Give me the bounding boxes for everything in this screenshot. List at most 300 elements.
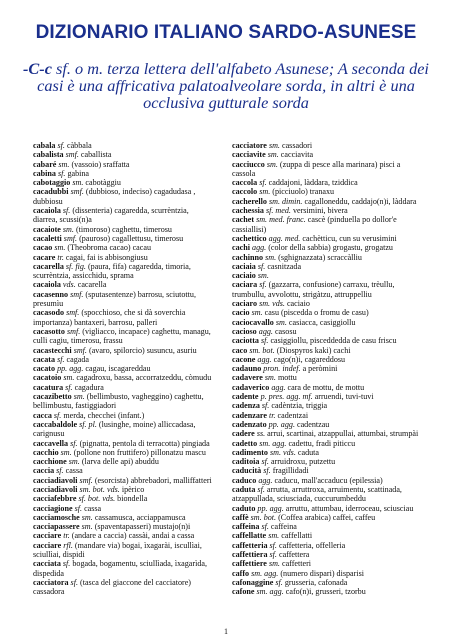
entry-translation: bogada, bogamentu, sciullìada, ìxagarìda, dispedida (33, 559, 208, 578)
entry-grammar: sf. (261, 336, 269, 346)
entry-grammar: sf. (257, 261, 266, 271)
entry-translation: arrui, scartinai, atzappullai, attumbai, strumpài (267, 429, 419, 439)
entry-headword: cacaiote (33, 224, 61, 234)
dictionary-entry (232, 541, 422, 550)
entry-headword: caccabaldole (33, 419, 78, 429)
entry-headword: cachet (232, 215, 255, 225)
entry-translation: (lusinghe, moine) alliccadasa, carignusu (33, 419, 196, 439)
entry-headword: cacciamosche (33, 512, 80, 522)
entry-headword: cabina (33, 168, 56, 178)
dictionary-entry (33, 290, 215, 309)
dictionary-entry (33, 346, 215, 355)
entry-translation: (sputasentenze) barrosu, sciutottu, presumìu (33, 289, 197, 309)
entry-grammar: sm. (81, 512, 93, 522)
dictionary-entry (33, 494, 215, 503)
entry-headword: cacare (33, 252, 56, 262)
entry-grammar: sm. (72, 178, 84, 188)
entry-translation: casiacca, casiggiollu (288, 317, 356, 327)
entry-grammar: sf. (269, 550, 277, 560)
dictionary-entry (232, 327, 422, 336)
entry-headword: cacciagione (33, 503, 73, 513)
dictionary-entry (33, 160, 215, 169)
entry-headword: cadenza (232, 401, 260, 411)
entry-headword: cacciatora (33, 577, 69, 587)
entry-grammar: agg. med. (268, 233, 301, 243)
entry-headword: caffettiera (232, 550, 268, 560)
entry-grammar: agg. (258, 326, 273, 336)
entry-grammar: sm. (267, 150, 279, 160)
entry-headword: cacca (33, 410, 52, 420)
dictionary-entry (232, 271, 422, 280)
dictionary-entry (33, 466, 215, 475)
dictionary-entry (33, 485, 215, 494)
entry-translation: caffeina (270, 522, 297, 532)
entry-headword: caciaio (232, 271, 256, 281)
dictionary-entry (33, 234, 215, 243)
dictionary-entry (33, 420, 215, 439)
entry-translation: (zuppa di pesce alla marinara) pisci a cassola (232, 159, 401, 178)
entry-grammar: sf. (57, 168, 66, 178)
dictionary-entry (33, 150, 215, 159)
dictionary-entry (232, 401, 422, 410)
left-column (33, 141, 215, 597)
entry-grammar: sm. vds. (270, 447, 296, 457)
entry-headword: cacciapassere (33, 522, 80, 532)
entry-translation: cassa (84, 503, 102, 513)
entry-headword: cacadubbi (33, 187, 69, 197)
dictionary-entry (33, 383, 215, 392)
dictionary-entry (33, 513, 215, 522)
entry-headword: cadenzare (232, 410, 267, 420)
entry-translation: ipèrico (121, 484, 145, 494)
entry-grammar: tr. (57, 252, 64, 262)
entry-translation: cadettu, fradi piticcu (288, 438, 356, 448)
entry-grammar: tr. (63, 531, 70, 541)
entry-grammar: sm. (251, 308, 263, 318)
dictionary-entry (232, 318, 422, 327)
entry-translation: (Theobroma cacao) cacau (67, 243, 151, 253)
letter-heading (14, 60, 438, 111)
dictionary-entry (232, 280, 422, 299)
entry-translation: arruttu, attumbau, iderroceau, sciusciau (285, 503, 414, 513)
entry-grammar: pp. agg. (268, 419, 295, 429)
dictionary-entry (33, 169, 215, 178)
entry-translation: caddajoni, làddara, tziddica (268, 178, 358, 188)
entry-grammar: sm. dimin. (268, 196, 303, 206)
entry-grammar: sm. (265, 252, 277, 262)
entry-headword: cachi (232, 243, 250, 253)
entry-headword: caffeina (232, 522, 260, 532)
entry-grammar: sf. (65, 382, 73, 392)
entry-grammar: tr. (268, 410, 276, 420)
entry-translation: cafo(n)i, grusseri, tzorbu (285, 587, 366, 597)
entry-grammar: sf. (261, 457, 269, 467)
entry-headword: cachinno (232, 252, 264, 262)
entry-grammar: smf. (65, 150, 79, 160)
dictionary-entry (33, 541, 215, 560)
entry-headword: caffè (232, 512, 249, 522)
entry-grammar: pp. agg. (57, 364, 84, 374)
dictionary-entry (33, 578, 215, 597)
letter-heading-text: sf. o m. terza lettera dell'alfabeto Asunese; A seconda dei casi è una affricativa palatoalveolare sorda, in altri è una occlusiva gutturale sorda (37, 59, 429, 112)
entry-headword: caffettiere (232, 559, 267, 569)
entry-grammar: sf. (57, 354, 65, 364)
dictionary-entry (33, 364, 215, 373)
entry-translation: (spocchioso, che si dà soverchia importanza) bantaxeri, barrosu, palleri (33, 308, 186, 327)
entry-headword: cabalista (33, 150, 64, 160)
entry-translation: (pollone non fruttifero) pillonatzu mascu (73, 447, 206, 457)
entry-translation: (pauroso) cagallettusu, timerosu (79, 233, 184, 243)
dictionary-entry (33, 253, 215, 262)
entry-grammar: sm. (268, 141, 280, 150)
entry-translation: (spaventapasseri) mustajo(n)i (94, 522, 191, 532)
entry-translation: fragillidadi (272, 466, 309, 476)
entry-grammar: vds. (62, 280, 76, 290)
page-number: 1 (224, 627, 228, 636)
entry-grammar: sm. (73, 392, 85, 402)
entry-grammar: sm. (60, 447, 72, 457)
entry-headword: cafonaggine (232, 577, 274, 587)
entry-translation: cacarella (77, 280, 107, 290)
entry-translation: cagadura (74, 382, 104, 392)
dictionary-entry (232, 355, 422, 364)
entry-translation: cacciavita (280, 150, 314, 160)
entry-translation: cadentzai (277, 410, 309, 420)
dictionary-entry (232, 262, 422, 271)
right-column (232, 141, 422, 597)
entry-translation: (Coffea arabica) caffei, caffeu (278, 512, 376, 522)
dictionary-entry (232, 187, 422, 196)
entry-headword: cacciatore (232, 141, 267, 150)
entry-headword: cacastecchi (33, 345, 72, 355)
entry-translation: caffettera (279, 550, 310, 560)
dictionary-entry (232, 253, 422, 262)
dictionary-entry (232, 141, 422, 150)
entry-translation: (Diospyros kaki) cachi (276, 345, 351, 355)
entry-grammar: agg. (252, 243, 267, 253)
entry-translation: mottu (277, 373, 297, 383)
entry-grammar: p. pres. agg. mf. (260, 392, 313, 402)
entry-grammar: smf. (79, 475, 93, 485)
entry-headword: cadavere (232, 373, 263, 383)
entry-grammar: sm. agg. (251, 568, 279, 578)
entry-translation: arrutta, arruttroxa, arruimentu, scattinada, atzappullada, sciusciada, cuccurumbeddu (232, 484, 402, 504)
entry-headword: cacchione (33, 457, 67, 467)
entry-translation: gabina (67, 168, 90, 178)
entry-translation: casnitzada (267, 261, 302, 271)
entry-translation: (picciuolo) tranaxu (272, 187, 335, 197)
entry-headword: cacciadiavoli (33, 475, 78, 485)
entry-translation: cagada (66, 354, 89, 364)
entry-translation: casiggiollu, pisceddedda de casu friscu (270, 336, 397, 346)
dictionary-entry (33, 327, 215, 346)
dictionary-entry (232, 531, 422, 540)
entry-grammar: sf. (62, 206, 71, 216)
entry-grammar: sf. fig. (65, 261, 86, 271)
entry-headword: cacciavite (232, 150, 266, 160)
entry-translation: cago(n)i, cagareddosu (273, 354, 346, 364)
entry-headword: cacatoio (33, 373, 62, 383)
dictionary-entry (232, 392, 422, 401)
entry-translation: cagalloneddu, caddajo(n)i, làddara (304, 196, 417, 206)
entry-headword: cadere (232, 429, 255, 439)
entry-grammar: smf. (70, 289, 84, 299)
entry-translation: caffetteri (282, 559, 312, 569)
entry-grammar: sf. (259, 178, 267, 188)
dictionary-entry (232, 346, 422, 355)
entry-headword: cacaiola (33, 206, 61, 216)
entry-headword: caco (232, 345, 248, 355)
dictionary-entry (232, 420, 422, 429)
entry-headword: caducità (232, 466, 262, 476)
entry-translation: (paura, fifa) cagaredda, timoria, scurrèntzia, assicchidu, sprama (33, 261, 191, 281)
entry-translation: casu (piscedda o fromu de casu) (264, 308, 369, 318)
entry-headword: caciaia (232, 261, 256, 271)
entry-grammar: agg. (258, 475, 273, 485)
entry-translation: caballista (80, 150, 112, 160)
entry-grammar: smf. (66, 326, 81, 336)
dictionary-entry (33, 141, 215, 150)
entry-grammar: agg. (257, 354, 272, 364)
entry-translation: cascè (pinduella po dollor'e cassiallisi) (232, 215, 397, 234)
entry-headword: cacasenno (33, 289, 69, 299)
entry-translation: (tasca del giaccone del cacciatore) cassadora (33, 577, 192, 597)
entry-grammar: sf. pl. (79, 419, 97, 429)
entry-headword: cacaletti (33, 233, 62, 243)
entry-translation: caduta (297, 447, 320, 457)
dictionary-entry (232, 150, 422, 159)
entry-headword: cabaré (33, 159, 57, 169)
dictionary-entry (232, 578, 422, 587)
entry-headword: cacciare (33, 540, 62, 550)
entry-grammar: sm. (62, 224, 74, 234)
dictionary-entry (33, 531, 215, 540)
dictionary-entry (232, 336, 422, 345)
entry-headword: cacherello (232, 196, 267, 206)
entry-grammar: sm. (259, 187, 271, 197)
entry-headword: caffo (232, 568, 250, 578)
entry-translation: (sghignazzata) scraccàlliu (278, 252, 362, 262)
entry-translation: cagai, fai is abbisongiusu (65, 252, 148, 262)
dictionary-entry (232, 206, 422, 215)
entry-grammar: ss. (256, 429, 266, 439)
dictionary-entry (33, 439, 215, 448)
entry-grammar: sf. (259, 280, 267, 290)
dictionary-entry (33, 280, 215, 289)
entry-headword: caccola (232, 178, 258, 188)
entry-headword: caduta (232, 484, 256, 494)
entry-grammar: agg. (271, 382, 286, 392)
entry-grammar: sm. agg. (259, 438, 287, 448)
dictionary-entry (232, 513, 422, 522)
entry-grammar: sf. (57, 141, 65, 150)
dictionary-entry (232, 178, 422, 187)
entry-translation: grusseria, cafonada (284, 577, 348, 587)
entry-grammar: sm. (54, 243, 66, 253)
entry-headword: cafone (232, 587, 255, 597)
entry-translation: (gazzarra, confusione) carraxu, trèullu, trumbullu, avvolottu, strigàtzu, attruppelliu (232, 280, 395, 299)
dictionary-entry (33, 448, 215, 457)
dictionary-entry (232, 429, 422, 438)
entry-headword: caduto (232, 503, 256, 513)
entry-headword: caccia (33, 466, 55, 476)
page-title: DIZIONARIO ITALIANO SARDO-ASUNESE (35, 22, 417, 43)
dictionary-entry (232, 243, 422, 252)
entry-headword: cacatura (33, 382, 64, 392)
entry-grammar: sm. med. franc. (256, 215, 306, 225)
dictionary-entry (33, 243, 215, 252)
entry-grammar: sm. bot. vds. (79, 484, 120, 494)
entry-headword: cacone (232, 354, 256, 364)
dictionary-entry (33, 178, 215, 187)
dictionary-entry (232, 550, 422, 559)
dictionary-entry (232, 383, 422, 392)
entry-headword: cadenzato (232, 419, 267, 429)
letter-heading-letter: -C-c (23, 59, 52, 78)
dictionary-entry (33, 355, 215, 364)
entry-headword: cabala (33, 141, 56, 150)
entry-translation: (larva delle api) abuddu (81, 457, 159, 467)
entry-grammar: pron. indef. (263, 364, 301, 374)
entry-translation: merda, checchei (infant.) (63, 410, 145, 420)
entry-headword: cacciafebbre (33, 494, 77, 504)
entry-grammar: sm. (63, 373, 75, 383)
entry-headword: cacao (33, 243, 53, 253)
dictionary-entry (33, 392, 215, 411)
entry-headword: cacarella (33, 261, 64, 271)
entry-grammar: smf. (73, 345, 87, 355)
entry-grammar: sf. (261, 522, 269, 532)
entry-grammar: sf. (74, 503, 83, 513)
dictionary-entry (33, 187, 215, 206)
entry-grammar: smf. (63, 233, 78, 243)
dictionary-entry (33, 476, 215, 485)
dictionary-entry (232, 485, 422, 504)
entry-grammar: sm. (268, 559, 280, 569)
entry-headword: cacasodo (33, 308, 65, 318)
entry-translation: caciaio (286, 299, 310, 309)
entry-grammar: sm. (266, 159, 278, 169)
entry-grammar: sf. (257, 484, 265, 494)
entry-translation: (vassoio) sraffatta (71, 159, 130, 169)
entry-headword: caciaro (232, 299, 258, 309)
entry-translation: cagau, iscagareddau (85, 364, 151, 374)
entry-translation: (andare a caccia) cassài, andai a cassa (71, 531, 195, 541)
entry-grammar: sf. (70, 438, 78, 448)
entry-grammar: sf. (275, 577, 283, 587)
entry-headword: cadente (232, 392, 259, 402)
entry-grammar: smf. (70, 187, 84, 197)
entry-translation: (avaro, spilorcio) susuncu, asuriu (89, 345, 197, 355)
entry-grammar: sf. (261, 401, 270, 411)
dictionary-entry (232, 457, 422, 466)
entry-translation: cassamusca, acciappamusca (94, 512, 186, 522)
entry-headword: caciotta (232, 336, 259, 346)
entry-grammar: sm. (58, 159, 70, 169)
dictionary-entry (232, 448, 422, 457)
entry-headword: cacazibetto (33, 392, 72, 402)
entry-translation: (bellimbusto, vagheggino) caghettu, bellimbustu, fastiggiadori (33, 392, 204, 411)
dictionary-entry (232, 308, 422, 317)
entry-translation: versimini, bivera (292, 206, 348, 216)
entry-translation: (vigliacco, incapace) caghettu, managu, culli cagiu, timerosu, frassu (33, 326, 211, 346)
entry-headword: cacciucco (232, 159, 265, 169)
dictionary-entry (33, 262, 215, 281)
entry-headword: cacata (33, 354, 56, 364)
entry-grammar: sm. bot. (250, 512, 277, 522)
dictionary-entry (232, 234, 422, 243)
dictionary-entry (232, 364, 422, 373)
dictionary-entry (33, 373, 215, 382)
entry-translation: (dissenteria) cagaredda, scurrèntzia, diarrea, scussi(n)a (33, 206, 189, 225)
entry-headword: caffellatte (232, 531, 267, 541)
entry-headword: caduco (232, 475, 257, 485)
entry-headword: cacioso (232, 326, 257, 336)
entry-translation: (color della sabbia) grogastu, grogatzu (268, 243, 393, 253)
entry-grammar: sf. (70, 577, 78, 587)
entry-headword: cadetto (232, 438, 258, 448)
entry-headword: cacciata (33, 559, 61, 569)
entry-translation: cabotàggiu (85, 178, 121, 188)
entry-headword: caffetteria (232, 540, 268, 550)
entry-translation: (esorcista) abbrebadori, malliffatteri (94, 475, 212, 485)
entry-grammar: sm. (257, 271, 269, 281)
entry-headword: cadaverico (232, 382, 270, 392)
entry-grammar: sf. (263, 466, 271, 476)
entry-grammar: sf. (269, 540, 277, 550)
entry-grammar: sm. (268, 531, 280, 541)
entry-translation: càbbala (66, 141, 92, 150)
dictionary-entry (232, 522, 422, 531)
entry-translation: arruidroxu, putzettu (270, 457, 336, 467)
entry-headword: cacciare (33, 531, 62, 541)
entry-translation: (pignatta, pentola di terracotta) pingiada (79, 438, 210, 448)
entry-grammar: sf. med. (265, 206, 291, 216)
entry-headword: cacciadiavoli (33, 484, 78, 494)
entry-translation: casosu (274, 326, 297, 336)
entry-headword: caciocavallo (232, 317, 274, 327)
entry-translation: biondella (117, 494, 148, 504)
dictionary-entry (232, 160, 422, 179)
entry-grammar: sf. (53, 410, 62, 420)
dictionary-entry (232, 411, 422, 420)
entry-translation: cadèntzia, triggia (271, 401, 328, 411)
entry-headword: cacaiola (33, 280, 61, 290)
entry-grammar: sm. (68, 457, 80, 467)
entry-grammar: pp. agg. (257, 503, 284, 513)
entry-headword: cachessia (232, 206, 264, 216)
dictionary-entry (33, 457, 215, 466)
dictionary-entry (33, 504, 215, 513)
dictionary-entry (232, 197, 422, 206)
dictionary-entry (232, 373, 422, 382)
entry-translation: caducu, mall'accaducu (epilessia) (274, 475, 383, 485)
dictionary-entry (232, 439, 422, 448)
entry-grammar: sm. (264, 373, 276, 383)
entry-translation: caffellatti (281, 531, 313, 541)
entry-translation: cassadori (282, 141, 313, 150)
entry-grammar: sm. vds. (259, 299, 285, 309)
dictionary-entry (33, 206, 215, 225)
entry-translation: cassa (65, 466, 83, 476)
entry-headword: cabotaggio (33, 178, 71, 188)
entry-grammar: smf. (66, 308, 80, 318)
entry-headword: caccavella (33, 438, 69, 448)
entry-translation: (mandare via) bogai, ìxagarài, iscullìai, sciullìai, dispidi (33, 540, 202, 560)
entry-grammar: sm. (275, 317, 287, 327)
entry-translation: cadentzau (297, 419, 330, 429)
entry-translation: (timoroso) caghettu, timerosu (75, 224, 172, 234)
